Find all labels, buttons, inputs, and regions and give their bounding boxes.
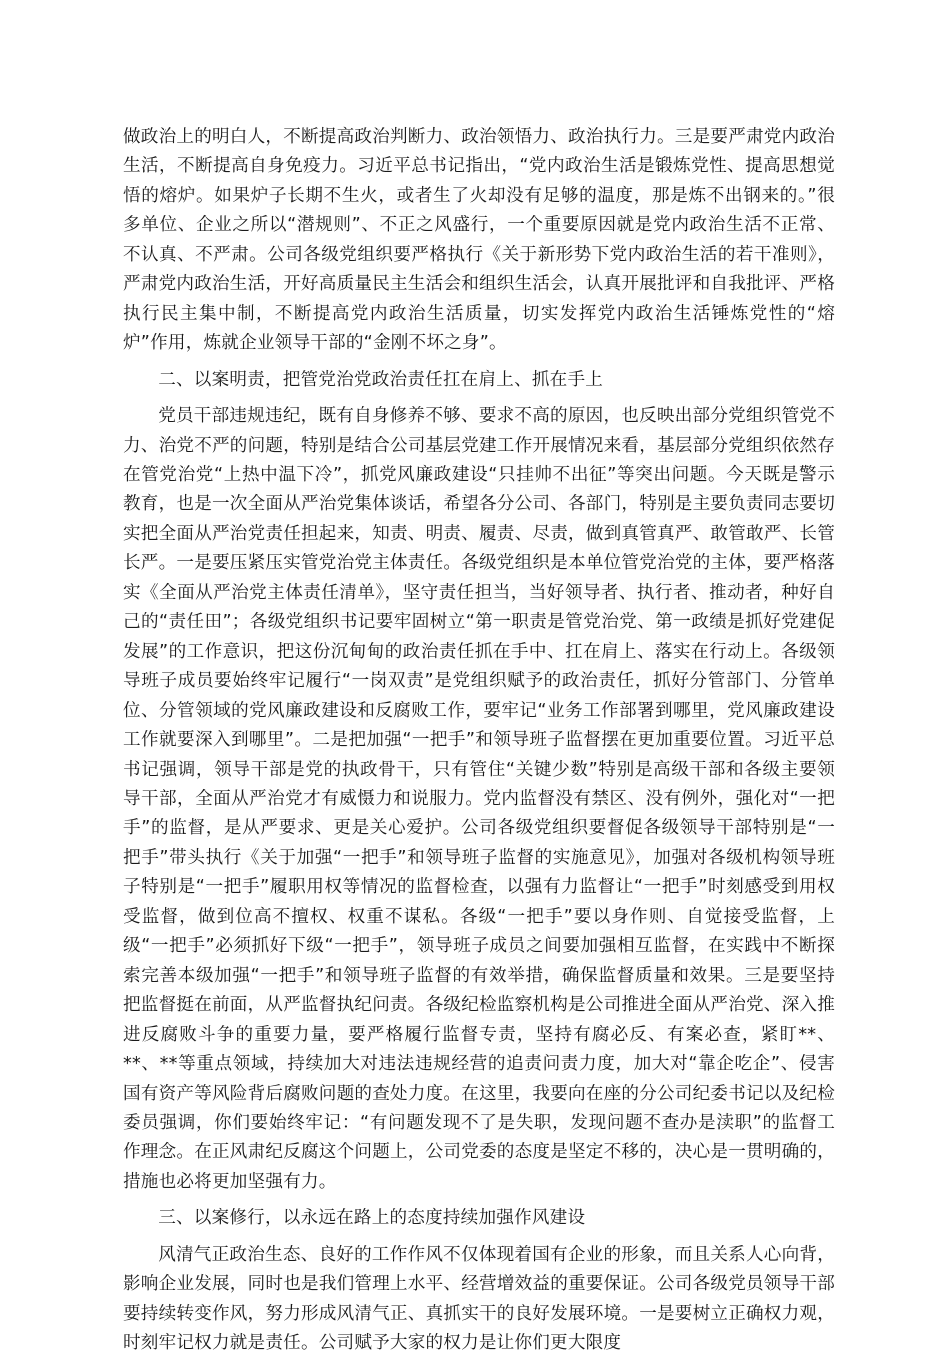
section-heading-three: 三、以案修行，以永远在路上的态度持续加强作风建设 (158, 1208, 586, 1229)
document-page (123, 123, 835, 1359)
section-heading-two: 二、以案明责，把管党治党政治责任扛在肩上、抓在手上 (158, 369, 604, 390)
paragraph-section-two: 党员干部违规违纪，既有自身修养不够、要求不高的原因，也反映出部分党组织管党不力、治党不严的问题，特别是结合公司基层党建工作开展情况来看，基层部分党组织依然存在管党治党“上热中温下冷”，抓党风廉政建设“只挂帅不出征”等突出问题。今天既是警示教育，也是一次全面从严治党集体谈话，希望各分公司、各部门，特别是主要负责同志要切实把全面从严治党责任担起来，知责、明责、履责、尽责，做到真管真严、敢管敢严、长管长严。一是要压紧压实管党治党主体责任。各级党组织是本单位管党治党的主体，要严格落实《全面从严治党主体责任清单》，坚守责任担当，当好领导者、执行者、推动者，种好自己的“责任田”；各级党组织书记要牢固树立“第一职责是管党治党、第一政绩是抓好党建促发展”的工作意识，把这份沉甸甸的政治责任抓在手中、扛在肩上、落实在行动上。各级领导班子成员要始终牢记履行“一岗双责”是党组织赋予的政治责任，抓好分管部门、分管单位、分管领域的党风廉政建设和反腐败工作，要牢记“业务工作部署到哪里，党风廉政建设工作就要深入到哪里”。二是把加强“一把手”和领导班子监督摆在更加重要位置。习近平总书记强调，领导干部是党的执政骨干，只有管住“关键少数”特别是高级干部和各级主要领导干部，全面从严治党才有威慑力和说服力。党内监督没有禁区、没有例外，强化对“一把手”的监督，是从严要求、更是关心爱护。公司各级党组织要督促各级领导干部特别是“一把手”带头执行《关于加强“一把手”和领导班子监督的实施意见》，加强对各级机构领导班子特别是“一把手”履职用权等情况的监督检查，以强有力监督让“一把手”时刻感受到用权受监督，做到位高不擅权、权重不谋私。各级“一把手”要以身作则、自觉接受监督，上级“一把手”必须抓好下级“一把手”，领导班子成员之间要加强相互监督，在实践中不断探索完善本级加强“一把手”和领导班子监督的有效举措，确保监督质量和效果。三是要坚持把监督挺在前面，从严监督执纪问责。各级纪检监察机构是公司推进全面从严治党、深入推进反腐败斗争的重要力量，要严格履行监督专责，坚持有腐必反、有案必查，紧盯**、**、**等重点领域，持续加大对违法违规经营的追责问责力度，加大对“靠企吃企”、侵害国有资产等风险背后腐败问题的查处力度。在这里，我要向在座的分公司纪委书记以及纪检委员强调，你们要始终牢记：“有问题发现不了是失职，发现问题不查办是渎职”的监督工作理念。在正风肃纪反腐这个问题上，公司党委的态度是坚定不移的，决心是一贯明确的，措施也必将更加坚强有力。 (123, 406, 835, 1192)
paragraph-intro: 做政治上的明白人，不断提高政治判断力、政治领悟力、政治执行力。三是要严肃党内政治生活，不断提高自身免疫力。习近平总书记指出，“党内政治生活是锻炼党性、提高思想觉悟的熔炉。如果炉子长期不生火，或者生了火却没有足够的温度，那是炼不出钢来的。”很多单位、企业之所以“潜规则”、不正之风盛行，一个重要原因就是党内政治生活不正常、不认真、不严肃。公司各级党组织要严格执行《关于新形势下党内政治生活的若干准则》，严肃党内政治生活，开好高质量民主生活会和组织生活会，认真开展批评和自我批评、严格执行民主集中制，不断提高党内政治生活质量，切实发挥党内政治生活锤炼党性的“熔炉”作用，炼就企业领导干部的“金刚不坏之身”。 (123, 127, 835, 354)
paragraph-section-three: 风清气正政治生态、良好的工作作风不仅体现着国有企业的形象，而且关系人心向背，影响企业发展，同时也是我们管理上水平、经营增效益的重要保证。公司各级党员领导干部要持续转变作风，努力形成风清气正、真抓实干的良好发展环境。一是要树立正确权力观，时刻牢记权力就是责任。公司赋予大家的权力是让你们更大限度 (123, 1244, 835, 1354)
